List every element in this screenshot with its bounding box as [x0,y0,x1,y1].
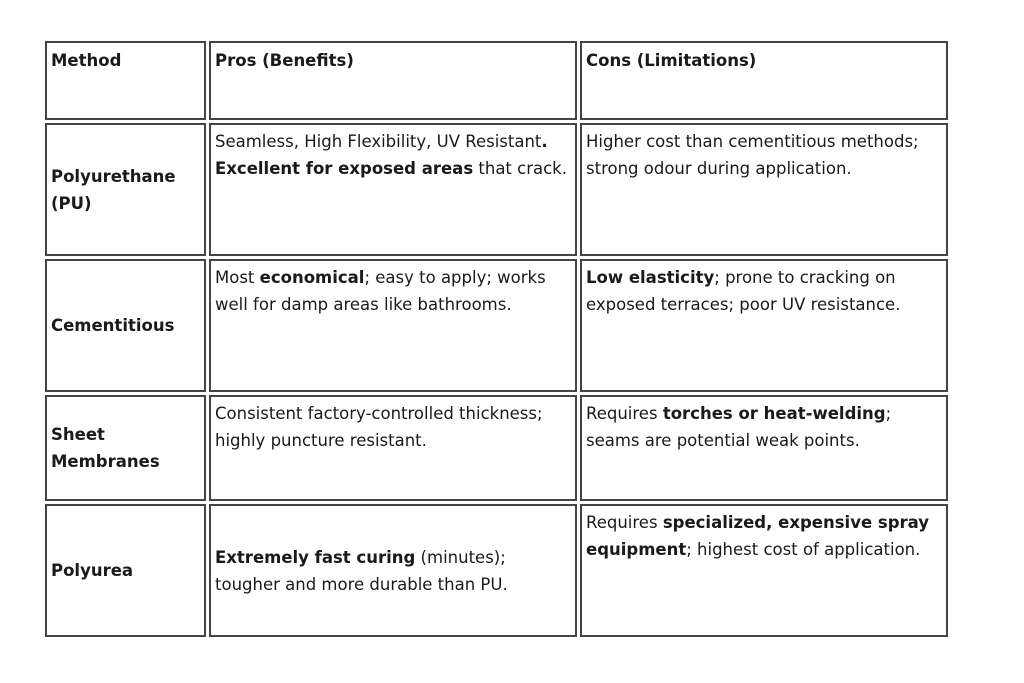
text-segment: Requires [586,513,663,532]
comparison-table [45,41,948,637]
text-segment: ; prone to cracking on exposed terraces; poor UV resistance. [586,268,901,314]
text-segment: economical [259,268,365,287]
header-cons: Cons (Limitations) [580,41,948,120]
text-segment: ; easy to apply; works well for damp areas like bathrooms. [215,268,546,314]
pros-cell [209,123,577,256]
text-segment: ; seams are potential weak points. [586,404,892,450]
text-segment: exposed areas [338,159,474,178]
method-cell: Sheet Membranes [45,395,206,501]
header-method: Method [45,41,206,120]
pros-cell [209,395,577,501]
pros-cell [209,504,577,637]
text-segment: Extremely fast curing [215,547,416,567]
method-cell: Polyurea [45,504,206,637]
method-cell: Polyurethane (PU) [45,123,206,256]
text-segment: . Excellent for [215,132,548,178]
cons-cell [580,504,948,637]
text-segment: Consistent factory-controlled thickness; highly puncture resistant. [215,404,543,450]
text-segment: Requires [586,404,663,423]
text-segment: Higher cost than cementitious methods; strong odour during application. [586,132,919,178]
text-segment: Most [215,268,260,287]
text-segment: that crack. [473,159,567,178]
header-pros: Pros (Benefits) [209,41,577,120]
cons-cell [580,123,948,256]
text-segment: Seamless, High Flexibility, UV Resistant [215,132,542,151]
cons-cell [580,259,948,392]
text-segment: torches or heat-welding [662,404,886,423]
cons-cell [580,395,948,501]
method-cell: Cementitious [45,259,206,392]
pros-cell [209,259,577,392]
text-segment: Low elasticity [586,268,715,287]
text-segment: ; highest cost of application. [686,540,921,559]
text-segment: (minutes); tougher and more durable than PU. [215,547,508,594]
text-segment: specialized, expensive spray equipment [586,513,930,559]
